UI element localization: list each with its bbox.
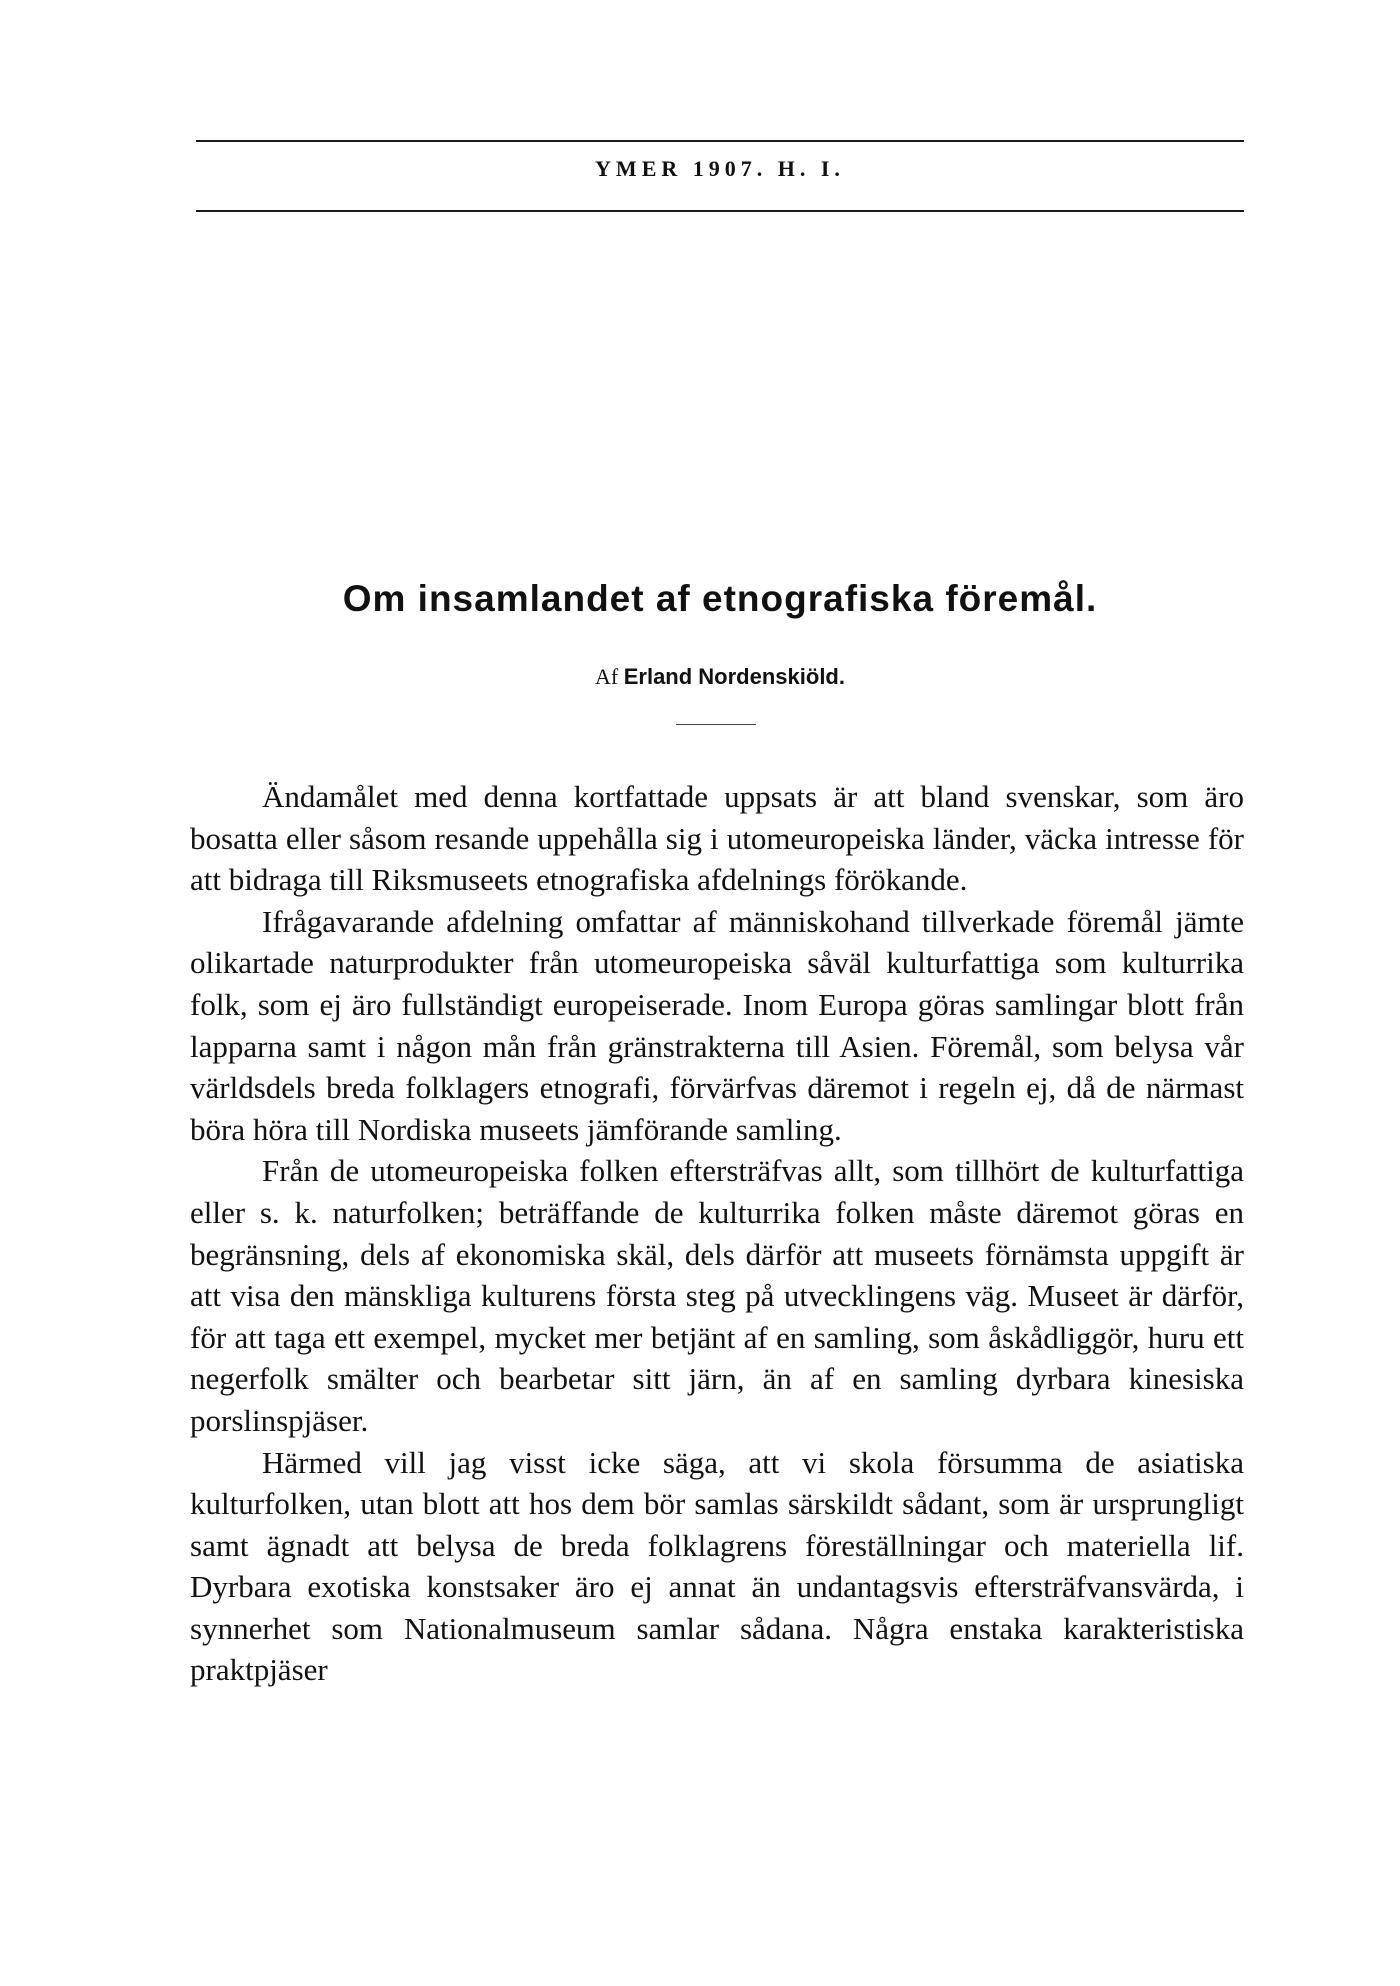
paragraph: Ändamålet med denna kortfattade uppsats är att bland svenskar, som äro bosatta eller såsom resande uppehålla sig i utomeuropeiska länder, väcka intresse för att bidraga till Riksmuseets etnografiska afdelnings förökande.: [190, 779, 1244, 898]
paragraph: Från de utomeuropeiska folken eftersträfvas allt, som tillhört de kulturfattiga eller s. k. naturfolken; beträffande de kulturrika folken måste däremot göras en begränsning, dels af ekonomiska skäl, dels därför att museets förnämsta uppgift är att visa den mänskliga kulturens första steg på utvecklingens väg. Museet är därför, för att taga ett exempel, mycket mer betjänt af en samling, som åskådliggör, huru ett negerfolk smälter och bearbetar sitt järn, än af en samling dyrbara kinesiska porslinspjäser.: [190, 1153, 1244, 1438]
paragraph: Ifrågavarande afdelning omfattar af människohand tillverkade föremål jämte olikartade naturprodukter från utomeuropeiska såväl kulturfattiga som kulturrika folk, som ej äro fullständigt europeiserade. Inom Europa göras samlingar blott från lapparna samt i någon mån från gränstrakterna till Asien. Föremål, som belysa vår världsdels breda folklagers etnografi, förvärfvas däremot i regeln ej, då de närmast böra höra till Nordiska museets jämförande samling.: [190, 903, 1244, 1147]
byline-author: Erland Nordenskiöld.: [623, 664, 845, 689]
byline-prefix: Af: [595, 664, 619, 689]
article-body: [190, 776, 1244, 1691]
byline: [196, 664, 1244, 690]
running-head: YMER 1907. H. I.: [595, 156, 845, 181]
header-rule-top: [196, 140, 1244, 142]
paragraph: Härmed vill jag visst icke säga, att vi skola försumma de asiatiska kulturfolken, utan blott att hos dem bör samlas särskildt sådant, som är ursprungligt samt ägnadt att belysa de breda folklagrens föreställningar och materiella lif. Dyrbara exotiska konstsaker äro ej annat än undantagsvis eftersträfvansvärda, i synnerhet som Nationalmuseum samlar sådana. Några enstaka karakteristiska praktpjäser: [190, 1444, 1244, 1688]
title-divider: [676, 724, 756, 725]
header-rule-bottom: [196, 210, 1244, 212]
article-title: Om insamlandet af etnografiska föremål.: [342, 578, 1098, 619]
